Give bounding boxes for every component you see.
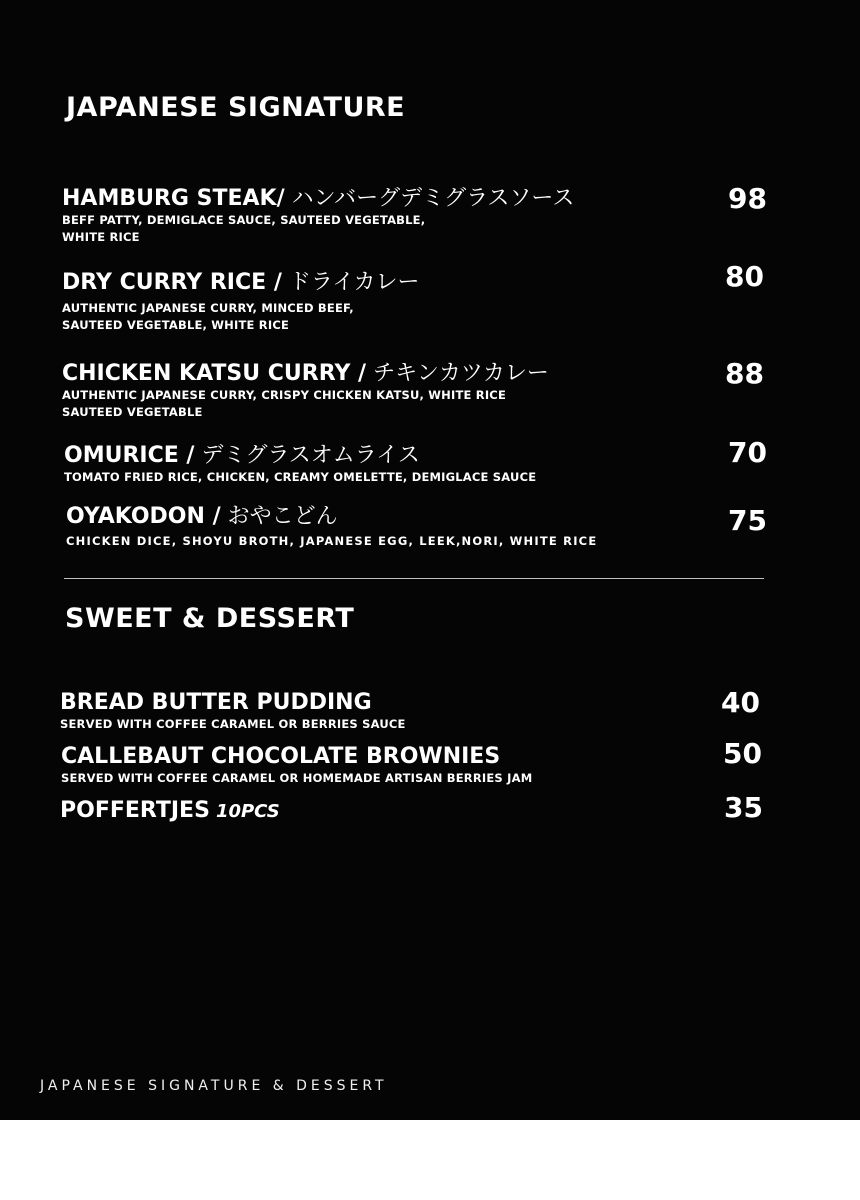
item-price: 75 bbox=[728, 504, 767, 537]
item-name-jp: ドライカレー bbox=[281, 270, 420, 295]
page-footer: JAPANESE SIGNATURE & DESSERT bbox=[40, 1078, 388, 1094]
item-description: SAUTEED VEGETABLE bbox=[62, 405, 203, 419]
item-name-en: CHICKEN KATSU CURRY / bbox=[62, 361, 367, 386]
item-name-en: OMURICE / bbox=[64, 443, 195, 468]
item-name bbox=[62, 361, 549, 387]
item-name bbox=[66, 504, 597, 530]
item-name-jp: おやこどん bbox=[220, 504, 338, 529]
item-description: AUTHENTIC JAPANESE CURRY, CRISPY CHICKEN KATSU, WHITE RICE bbox=[62, 388, 507, 402]
menu-item-chicken-katsu-curry bbox=[62, 361, 549, 421]
item-name-en: DRY CURRY RICE / bbox=[62, 270, 282, 295]
item-description: SERVED WITH COFFEE CARAMEL OR HOMEMADE ARTISAN BERRIES JAM bbox=[61, 771, 533, 785]
menu-item-omurice bbox=[64, 443, 536, 486]
section-divider bbox=[64, 578, 764, 579]
item-description: CHICKEN DICE, SHOYU BROTH, JAPANESE EGG, LEEK,NORI, WHITE RICE bbox=[66, 534, 598, 548]
menu-item-callebaut-chocolate-brownies bbox=[61, 744, 532, 787]
section-title-japanese-signature: JAPANESE SIGNATURE bbox=[66, 92, 406, 123]
item-price: 35 bbox=[724, 791, 763, 824]
item-name-en: HAMBURG STEAK/ bbox=[62, 186, 285, 211]
item-name-jp: ハンバーグデミグラスソース bbox=[284, 186, 575, 211]
item-description: SAUTEED VEGETABLE, WHITE RICE bbox=[62, 318, 290, 332]
item-price: 40 bbox=[721, 686, 760, 719]
item-name bbox=[62, 186, 574, 212]
menu-item-bread-butter-pudding bbox=[60, 690, 406, 733]
menu-item-hamburg-steak bbox=[62, 186, 574, 246]
item-description: BEFF PATTY, DEMIGLACE SAUCE, SAUTEED VEGETABLE, bbox=[62, 213, 426, 227]
item-description: AUTHENTIC JAPANESE CURRY, MINCED BEEF, bbox=[62, 301, 354, 315]
item-price: 88 bbox=[725, 357, 764, 390]
item-description: WHITE RICE bbox=[62, 230, 140, 244]
menu-item-poffertjes bbox=[60, 798, 280, 825]
item-name bbox=[62, 270, 420, 296]
item-quantity: 10PCS bbox=[215, 801, 280, 822]
item-name bbox=[60, 798, 280, 825]
item-name: CALLEBAUT CHOCOLATE BROWNIES bbox=[61, 744, 501, 769]
item-name: BREAD BUTTER PUDDING bbox=[60, 690, 372, 715]
menu-item-dry-curry-rice bbox=[62, 270, 420, 334]
item-name-en: OYAKODON / bbox=[66, 504, 221, 529]
menu-item-oyakodon bbox=[66, 504, 597, 550]
item-price: 70 bbox=[728, 436, 767, 469]
item-name bbox=[64, 443, 536, 469]
item-price: 98 bbox=[728, 182, 767, 215]
item-description: TOMATO FRIED RICE, CHICKEN, CREAMY OMELETTE, DEMIGLACE SAUCE bbox=[64, 470, 537, 484]
section-title-sweet-dessert: SWEET & DESSERT bbox=[65, 603, 355, 634]
item-description: SERVED WITH COFFEE CARAMEL OR BERRIES SAUCE bbox=[60, 717, 406, 731]
item-name-jp: デミグラスオムライス bbox=[194, 443, 420, 468]
item-name-en: POFFERTJES bbox=[60, 798, 210, 823]
item-price: 50 bbox=[723, 737, 762, 770]
item-price: 80 bbox=[725, 260, 764, 293]
item-name-jp: チキンカツカレー bbox=[366, 361, 549, 386]
